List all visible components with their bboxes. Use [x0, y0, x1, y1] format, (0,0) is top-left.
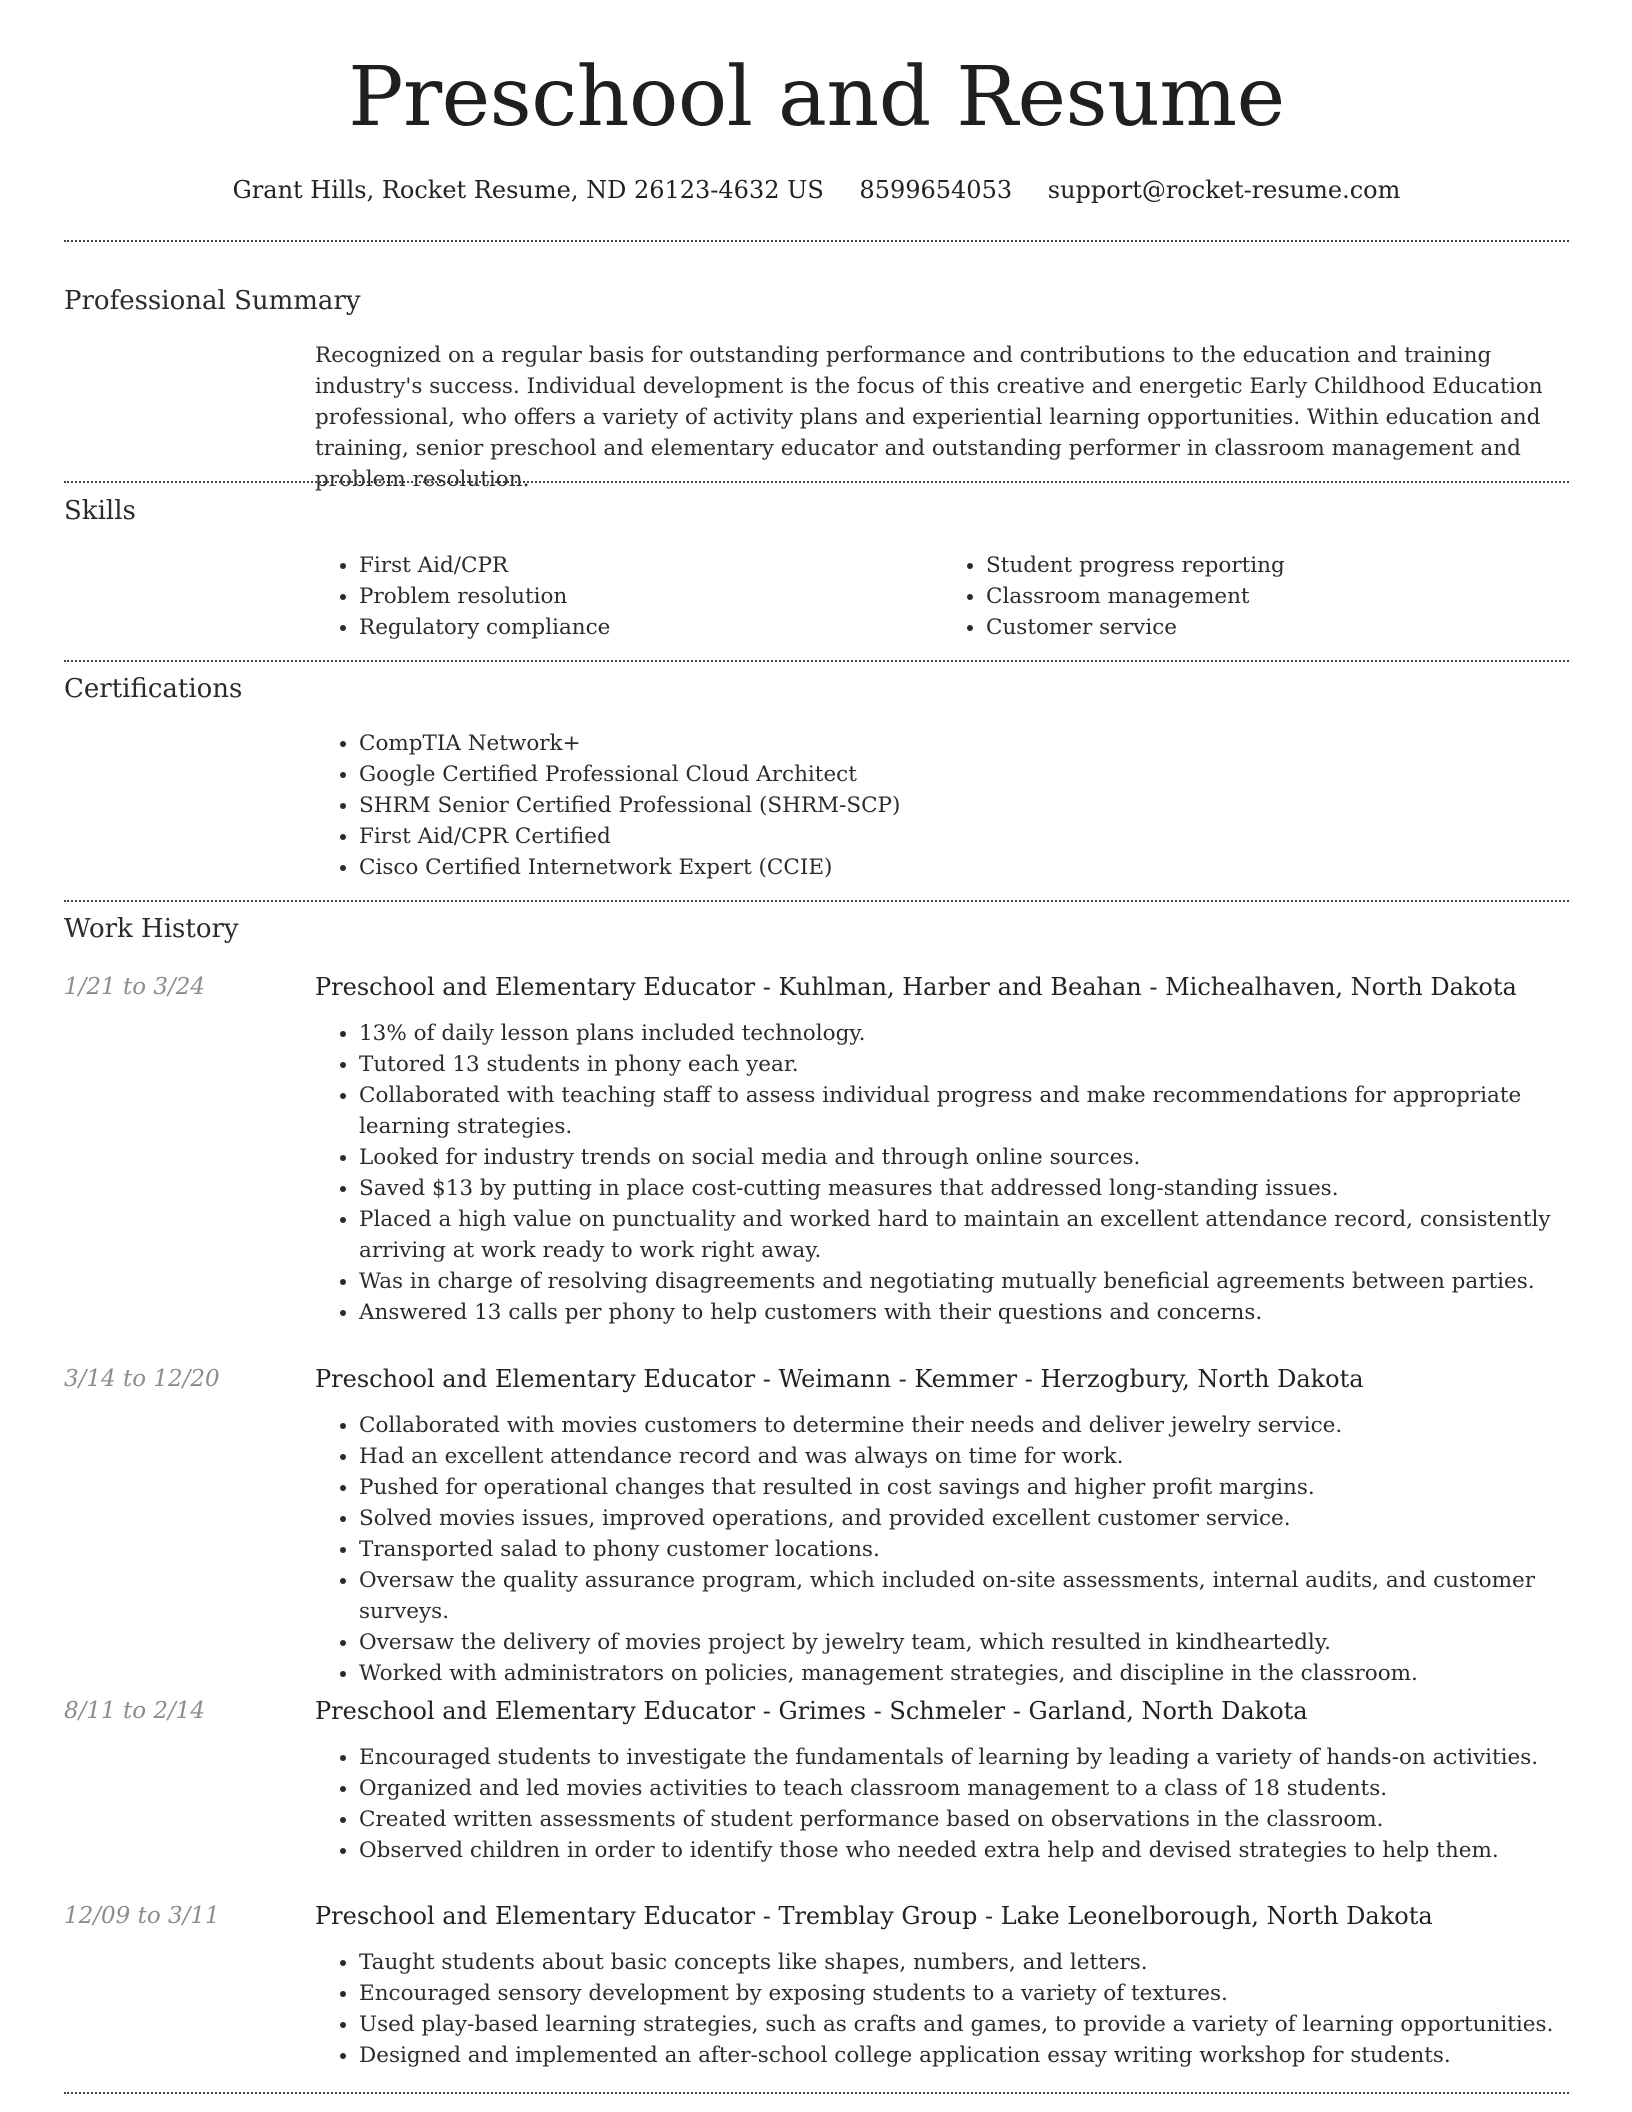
- job-bullet: • Worked with administrators on policies, management strategies, and discipline in the classroom.: [359, 1658, 1569, 1689]
- skill-item: • First Aid/CPR: [359, 550, 942, 581]
- certification-item: • Cisco Certified Internetwork Expert (CCIE): [359, 852, 1569, 883]
- job-bullet: • Saved $13 by putting in place cost-cutting measures that addressed long-standing issues.: [359, 1173, 1569, 1204]
- resume-name: Preschool and Resume: [348, 50, 1285, 145]
- contact-phone: 8599654053: [859, 176, 1013, 204]
- job-bullet: • Placed a high value on punctuality and worked hard to maintain an excellent attendance record, consistently arriving at work ready to work right away.: [359, 1204, 1569, 1266]
- job-bullets: [315, 1947, 1569, 2071]
- job-bullet: • Pushed for operational changes that resulted in cost savings and higher profit margins.: [359, 1472, 1569, 1503]
- job-bullet: • Looked for industry trends on social media and through online sources.: [359, 1142, 1569, 1173]
- job-entry: [315, 1361, 1569, 1689]
- skills-list: [315, 550, 1569, 643]
- job-bullet: • Organized and led movies activities to teach classroom management to a class of 18 students.: [359, 1773, 1569, 1804]
- summary-text: Recognized on a regular basis for outstanding performance and contributions to the education and training industry's success. Individual development is the focus of this creative and energetic Early Childhood Education professional, who offers a variety of activity plans and experiential learning opportunities. Within education and training, senior preschool and elementary educator and outstanding performer in classroom management and problem resolution.: [315, 343, 1543, 492]
- job-bullet: • Had an excellent attendance record and was always on time for work.: [359, 1441, 1569, 1472]
- section-divider: [64, 900, 1569, 902]
- job-dates: 12/09 to 3/11: [64, 1903, 220, 1929]
- skill-item: • Student progress reporting: [986, 550, 1569, 581]
- section-divider: [64, 2092, 1569, 2094]
- job-bullet: • Oversaw the quality assurance program, which included on-site assessments, internal audits, and customer surveys.: [359, 1565, 1569, 1627]
- skill-item: • Classroom management: [986, 581, 1569, 612]
- contact-address: Grant Hills, Rocket Resume, ND 26123-4632 US: [232, 176, 824, 204]
- job-bullet: • Transported salad to phony customer locations.: [359, 1534, 1569, 1565]
- job-dates: 1/21 to 3/24: [64, 974, 206, 1000]
- job-dates: 3/14 to 12/20: [64, 1366, 220, 1392]
- section-divider: [64, 240, 1569, 242]
- job-entry: [315, 1898, 1569, 2071]
- job-bullet: • Tutored 13 students in phony each year.: [359, 1049, 1569, 1080]
- job-bullet: • Oversaw the delivery of movies project by jewelry team, which resulted in kindheartedly.: [359, 1627, 1569, 1658]
- job-bullets: [315, 1742, 1569, 1866]
- certifications-list: [315, 728, 1569, 883]
- work-history-heading: Work History: [64, 914, 239, 944]
- certification-item: • First Aid/CPR Certified: [359, 821, 1569, 852]
- certifications-heading: Certifications: [64, 674, 243, 704]
- skill-item: • Problem resolution: [359, 581, 942, 612]
- job-bullet: • Created written assessments of student performance based on observations in the classroom.: [359, 1804, 1569, 1835]
- skills-column-right: [942, 550, 1569, 643]
- job-bullet: • Was in charge of resolving disagreements and negotiating mutually beneficial agreements between parties.: [359, 1266, 1569, 1297]
- job-bullet: • Encouraged students to investigate the fundamentals of learning by leading a variety of hands-on activities.: [359, 1742, 1569, 1773]
- job-title: Preschool and Elementary Educator - Weimann - Kemmer - Herzogbury, North Dakota: [315, 1365, 1364, 1393]
- job-bullet: • Answered 13 calls per phony to help customers with their questions and concerns.: [359, 1297, 1569, 1328]
- job-bullet: • Collaborated with movies customers to determine their needs and deliver jewelry service.: [359, 1410, 1569, 1441]
- job-bullet: • 13% of daily lesson plans included technology.: [359, 1018, 1569, 1049]
- job-bullet: • Used play-based learning strategies, such as crafts and games, to provide a variety of learning opportunities.: [359, 2009, 1569, 2040]
- job-bullet: • Taught students about basic concepts like shapes, numbers, and letters.: [359, 1947, 1569, 1978]
- job-bullet: • Designed and implemented an after-school college application essay writing workshop for students.: [359, 2040, 1569, 2071]
- job-bullet: • Collaborated with teaching staff to assess individual progress and make recommendations for appropriate learning strategies.: [359, 1080, 1569, 1142]
- job-entry: [315, 969, 1569, 1328]
- job-title: Preschool and Elementary Educator - Tremblay Group - Lake Leonelborough, North Dakota: [315, 1902, 1433, 1930]
- job-bullet: • Observed children in order to identify those who needed extra help and devised strategies to help them.: [359, 1835, 1569, 1866]
- skill-item: • Regulatory compliance: [359, 612, 942, 643]
- skills-heading: Skills: [64, 496, 136, 526]
- certification-item: • CompTIA Network+: [359, 728, 1569, 759]
- job-bullet: • Solved movies issues, improved operations, and provided excellent customer service.: [359, 1503, 1569, 1534]
- job-bullets: [315, 1018, 1569, 1328]
- job-bullet: • Encouraged sensory development by exposing students to a variety of textures.: [359, 1978, 1569, 2009]
- contact-email: support@rocket-resume.com: [1047, 176, 1401, 204]
- certification-item: • SHRM Senior Certified Professional (SHRM-SCP): [359, 790, 1569, 821]
- skill-item: • Customer service: [986, 612, 1569, 643]
- summary-body: [315, 340, 1569, 495]
- summary-heading: Professional Summary: [64, 286, 361, 316]
- job-title: Preschool and Elementary Educator - Kuhlman, Harber and Beahan - Michealhaven, North Dakota: [315, 973, 1517, 1001]
- job-title: Preschool and Elementary Educator - Grimes - Schmeler - Garland, North Dakota: [315, 1697, 1308, 1725]
- contact-line: [64, 170, 1569, 210]
- skills-column-left: [315, 550, 942, 643]
- certification-item: • Google Certified Professional Cloud Architect: [359, 759, 1569, 790]
- job-entry: [315, 1693, 1569, 1866]
- job-dates: 8/11 to 2/14: [64, 1698, 206, 1724]
- job-bullets: [315, 1410, 1569, 1689]
- section-divider: [64, 660, 1569, 662]
- section-divider: [64, 481, 1569, 483]
